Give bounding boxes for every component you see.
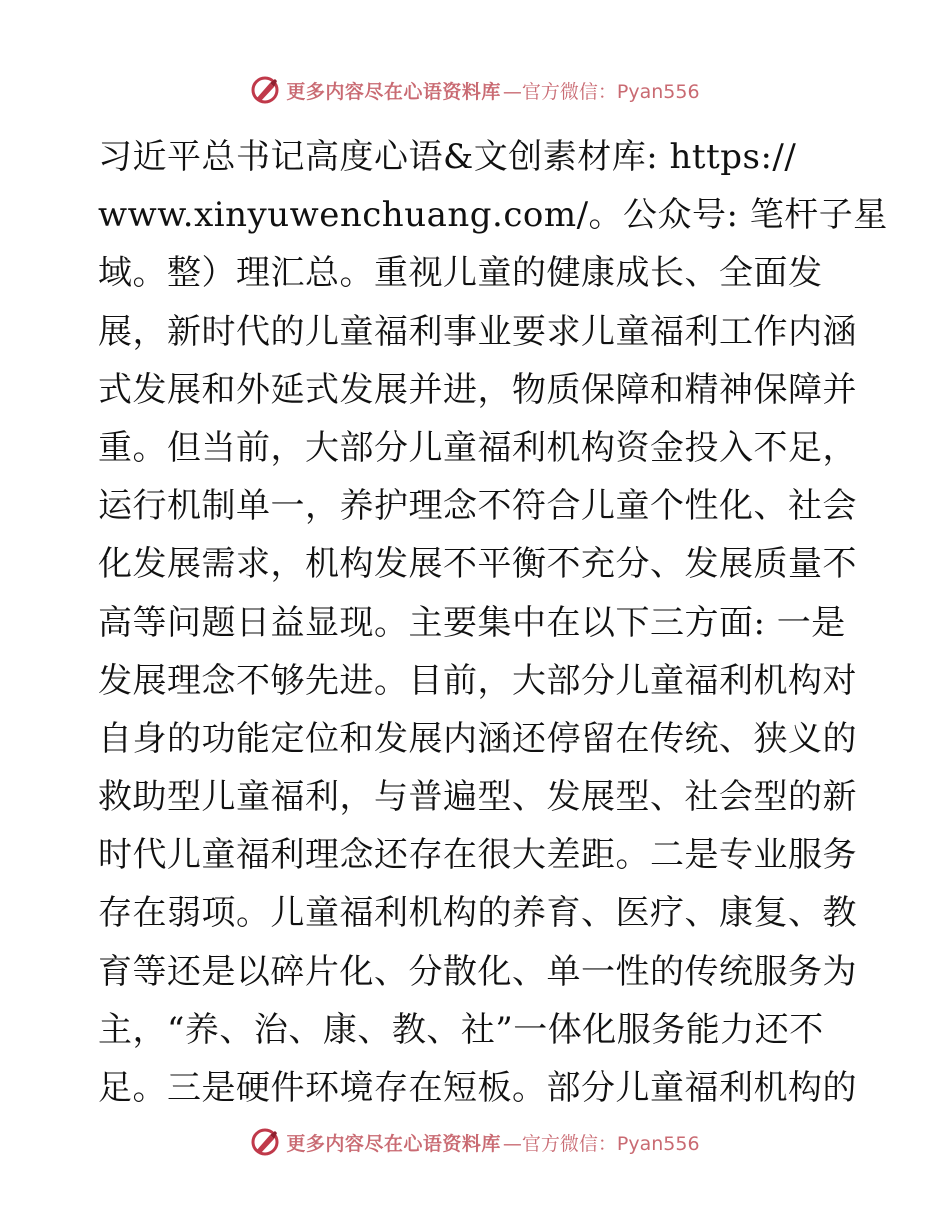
- text-line: 域。整）理汇总。重视儿童的健康成长、全面发: [98, 253, 823, 294]
- header-contact-text: —官方微信：Pyan556: [502, 80, 700, 103]
- text-line: 自身的功能定位和发展内涵还停留在传统、狭义的: [98, 718, 857, 759]
- text-line: 发展理念不够先进。目前，大部分儿童福利机构对: [98, 660, 857, 701]
- header-brand-text: 更多内容尽在心语资料库: [286, 80, 501, 103]
- footer-brand-text: 更多内容尽在心语资料库: [286, 1132, 501, 1155]
- pen-logo-icon: [250, 75, 280, 105]
- text-line: 习近平总书记高度心语&文创素材库: https://: [98, 137, 797, 177]
- footer-watermark-banner: [0, 1122, 950, 1162]
- text-line: 时代儿童福利理念还存在很大差距。二是专业服务: [98, 835, 857, 876]
- text-line: 足。三是硬件环境存在短板。部分儿童福利机构的: [98, 1068, 857, 1108]
- text-line: 展，新时代的儿童福利事业要求儿童福利工作内涵: [98, 311, 857, 352]
- text-line: 运行机制单一，养护理念不符合儿童个性化、社会: [98, 486, 857, 527]
- text-line: 重。但当前，大部分儿童福利机构资金投入不足，: [98, 427, 857, 468]
- header-watermark-banner: [0, 70, 950, 110]
- text-line: 育等还是以碎片化、分散化、单一性的传统服务为: [98, 951, 857, 992]
- document-body: [98, 128, 888, 1117]
- text-line: 高等问题日益显现。主要集中在以下三方面: 一是: [98, 602, 846, 643]
- text-line: www.xinyuwenchuang.com/。公众号: 笔杆子星: [98, 195, 888, 236]
- text-line: 式发展和外延式发展并进，物质保障和精神保障并: [98, 369, 857, 410]
- text-line: 救助型儿童福利，与普遍型、发展型、社会型的新: [98, 777, 857, 818]
- footer-contact-text: —官方微信：Pyan556: [502, 1132, 700, 1155]
- pen-logo-icon: [250, 1127, 280, 1157]
- text-line: 存在弱项。儿童福利机构的养育、医疗、康复、教: [98, 893, 857, 934]
- text-line: 主，“养、治、康、教、社”一体化服务能力还不: [98, 1009, 824, 1050]
- text-line: 化发展需求，机构发展不平衡不充分、发展质量不: [98, 544, 857, 585]
